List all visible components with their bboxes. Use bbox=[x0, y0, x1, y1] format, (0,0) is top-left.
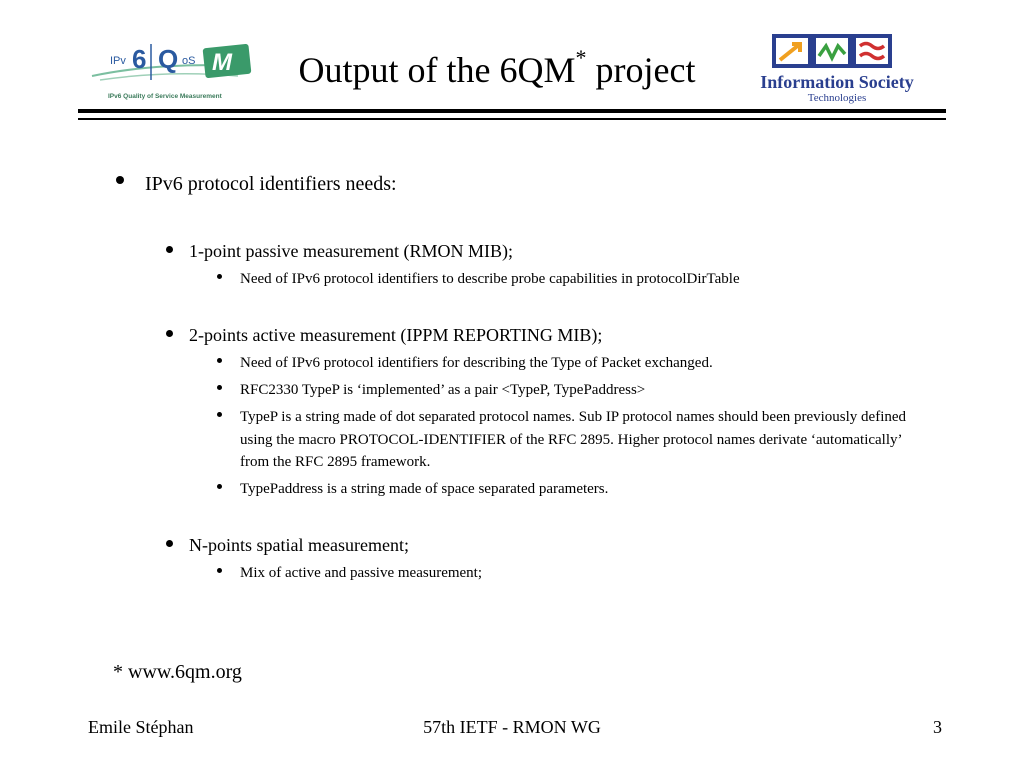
logo-m-text: M bbox=[212, 49, 232, 76]
section-3-item-1: Mix of active and passive measurement; bbox=[240, 565, 483, 581]
logo-q-text: Q bbox=[158, 44, 179, 74]
ist-logo-line1: Information Society bbox=[760, 72, 914, 92]
slide-title-suffix: project bbox=[586, 50, 696, 90]
body-heading: IPv6 protocol identifiers needs: bbox=[145, 173, 397, 195]
footer-event: 57th IETF - RMON WG bbox=[423, 717, 601, 737]
header-rule-thick bbox=[78, 109, 946, 113]
section-2-item-1: Need of IPv6 protocol identifiers for describing the Type of Packet exchanged. bbox=[240, 355, 713, 371]
logo-ipv-text: IPv bbox=[110, 55, 126, 67]
bullet-level3 bbox=[217, 358, 222, 363]
section-2-item-4: TypePaddress is a string made of space separated parameters. bbox=[240, 481, 609, 497]
section-2-item-2: RFC2330 TypeP is ‘implemented’ as a pair <TypeP, TypePaddress> bbox=[240, 382, 646, 398]
logo-6-text: 6 bbox=[132, 44, 147, 74]
bullet-level2 bbox=[166, 540, 173, 547]
section-2-label: 2-points active measurement (IPPM REPORTING MIB); bbox=[189, 325, 603, 345]
footnote: * www.6qm.org bbox=[113, 661, 242, 683]
bullet-level3 bbox=[217, 568, 222, 573]
bullet-level2 bbox=[166, 246, 173, 253]
slide-title-text: Output of the 6QM bbox=[298, 50, 576, 90]
bullet-level1 bbox=[116, 176, 124, 184]
ist-logo bbox=[748, 32, 926, 106]
page-number: 3 bbox=[933, 717, 942, 737]
bullet-level3 bbox=[217, 385, 222, 390]
section-1-item-1: Need of IPv6 protocol identifiers to describe probe capabilities in protocolDirTable bbox=[240, 271, 740, 287]
bullet-level2 bbox=[166, 330, 173, 337]
section-1-label: 1-point passive measurement (RMON MIB); bbox=[189, 241, 513, 261]
logo-6qm-caption: IPv6 Quality of Service Measurement bbox=[108, 93, 222, 100]
header-rule-thin bbox=[78, 118, 946, 120]
logo-os-text: oS bbox=[182, 55, 196, 67]
footer-author: Emile Stéphan bbox=[88, 717, 194, 737]
section-2-item-3: TypeP is a string made of dot separated protocol names. Sub IP protocol names should been previously defined using the macro PROTOCOL-IDENTIFIER of the RFC 2895. Higher protocol names derivate ‘automatically’ from the RFC 2895 framework. bbox=[240, 409, 907, 470]
bullet-level3 bbox=[217, 484, 222, 489]
section-3-label: N-points spatial measurement; bbox=[189, 535, 409, 555]
bullet-level3 bbox=[217, 412, 222, 417]
ist-logo-line2: Technologies bbox=[807, 92, 867, 104]
bullet-level3 bbox=[217, 274, 222, 279]
slide-title-footnote-mark: * bbox=[575, 45, 587, 70]
ist-logo-graphic bbox=[748, 32, 926, 106]
